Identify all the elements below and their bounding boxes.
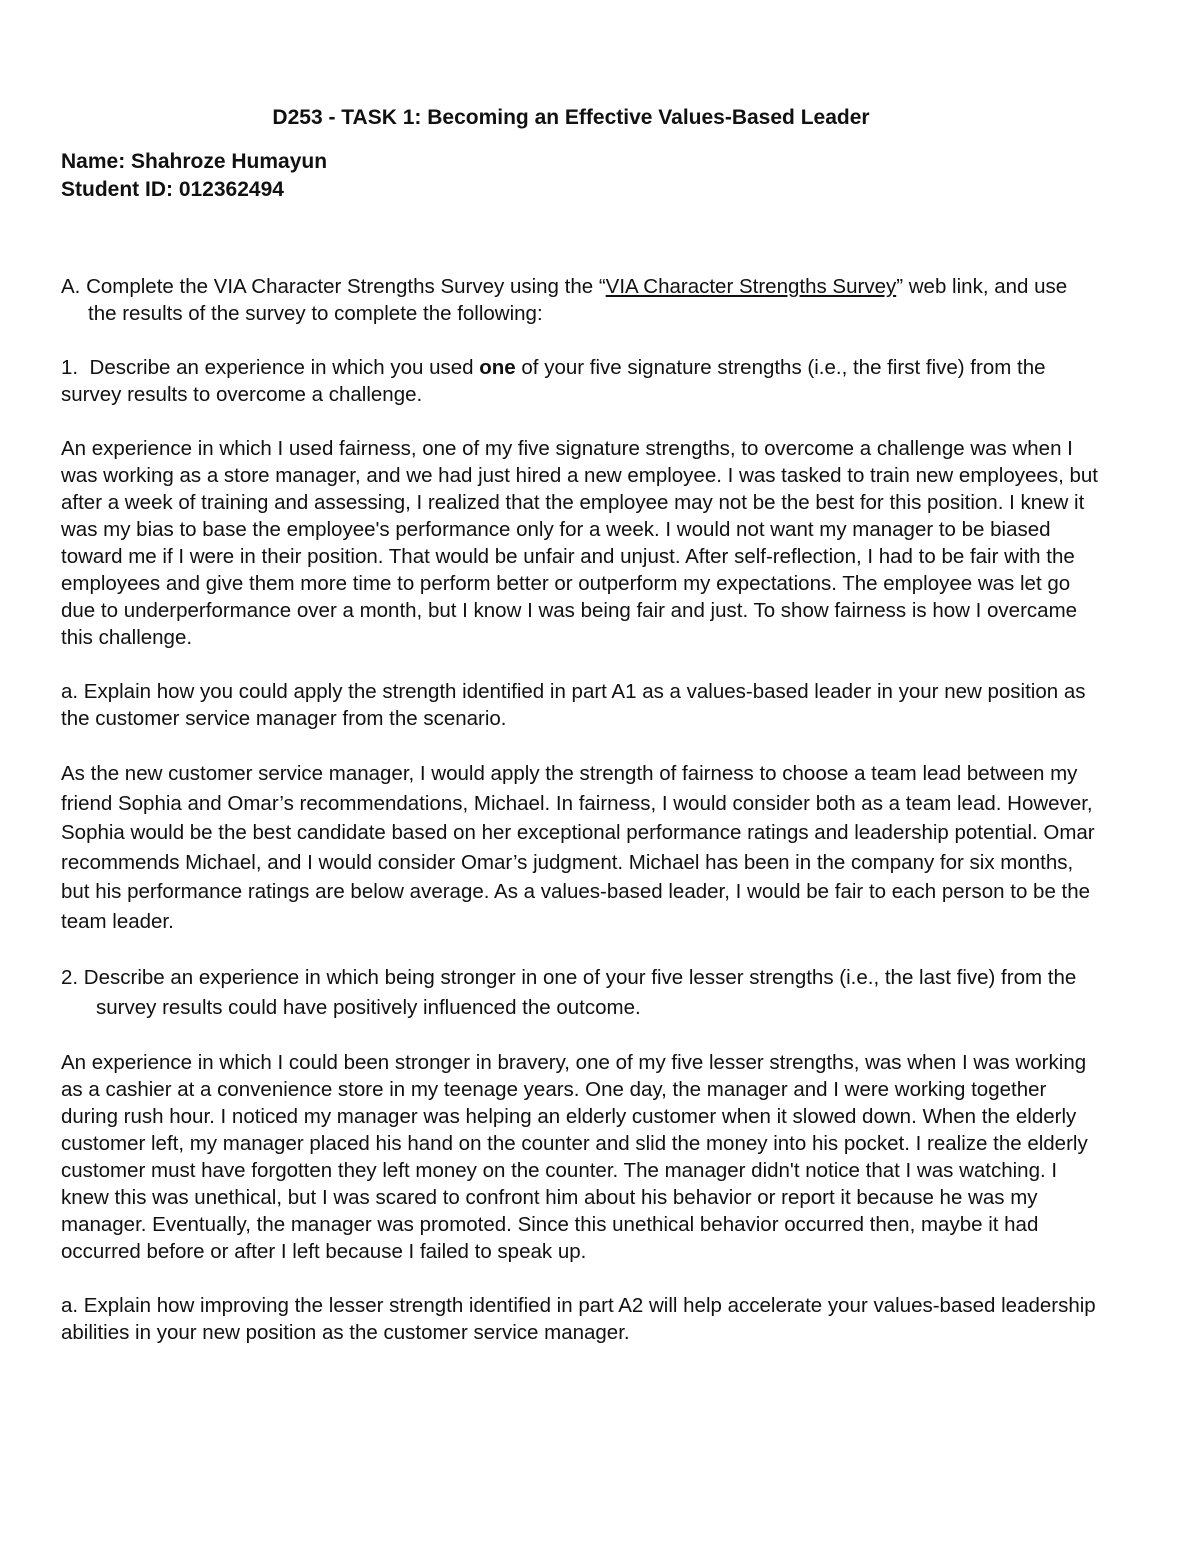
question-1-text-end: of your five signature strengths (i.e., the first five) from the survey results to overcome a challenge. xyxy=(61,356,1046,406)
answer-1: An experience in which I used fairness, one of my five signature strengths, to overcome a challenge was when I was working as a store manager, and we had just hired a new employee. I was tasked to train new employees, but after a week of training and assessing, I realized that the employee may not be the best for this position. I knew it was my bias to base the employee's performance only for a week. I would not want my manager to be biased toward me if I were in their position. That would be unfair and unjust. After self-reflection, I had to be fair with the employees and give them more time to perform better or outperform my expectations. The employee was let go due to underperformance over a month, but I know I was being fair and just. To show fairness is how I overcame this challenge. xyxy=(61,437,1098,649)
question-1-text-start: Describe an experience in which you used xyxy=(89,356,480,379)
question-1 xyxy=(61,354,1101,408)
document-title: D253 - TASK 1: Becoming an Effective Values-Based Leader xyxy=(272,106,870,129)
question-1-emphasis: one xyxy=(479,356,516,379)
question-1a: a. Explain how you could apply the strength identified in part A1 as a values-based leader in your new position as the customer service manager from the scenario. xyxy=(61,680,1086,730)
question-1-number: 1. xyxy=(61,356,79,379)
answer-2: An experience in which I could been stronger in bravery, one of my five lesser strengths, was when I was working as a cashier at a convenience store in my teenage years. One day, the manager and I were working together during rush hour. I noticed my manager was helping an elderly customer when it slowed down. When the elderly customer left, my manager placed his hand on the counter and slid the money into his pocket. I realize the elderly customer must have forgotten they left money on the counter. The manager didn't notice that I was watching. I knew this was unethical, but I was scared to confront him about his behavior or report it because he was my manager. Eventually, the manager was promoted. Since this unethical behavior occurred then, maybe it had occurred before or after I left because I failed to speak up. xyxy=(61,1051,1088,1263)
student-info xyxy=(61,148,1101,204)
question-2a: a. Explain how improving the lesser strength identified in part A2 will help accelerate your values-based leadership abilities in your new position as the customer service manager. xyxy=(61,1294,1096,1344)
section-a-prefix: A. Complete the VIA Character Strengths Survey using the “ xyxy=(61,275,606,298)
document-page xyxy=(61,100,1101,1346)
section-a-instruction xyxy=(61,273,1101,327)
question-2: 2. Describe an experience in which being stronger in one of your five lesser strengths (i.e., the last five) from the survey results could have positively influenced the outcome. xyxy=(61,966,1077,1019)
answer-1a: As the new customer service manager, I would apply the strength of fairness to choose a team lead between my friend Sophia and Omar’s recommendations, Michael. In fairness, I would consider both as a team lead. However, Sophia would be the best candidate based on her exceptional performance ratings and leadership potential. Omar recommends Michael, and I would consider Omar’s judgment. Michael has been in the company for six months, but his performance ratings are below average. As a values-based leader, I would be fair to each person to be the team leader. xyxy=(61,762,1095,933)
student-name: Name: Shahroze Humayun xyxy=(61,150,328,173)
student-id: Student ID: 012362494 xyxy=(61,178,284,201)
via-survey-link[interactable]: VIA Character Strengths Survey xyxy=(605,275,897,298)
section-a-suffix: ” web link, and use the results of the survey to complete the following: xyxy=(88,275,1068,325)
